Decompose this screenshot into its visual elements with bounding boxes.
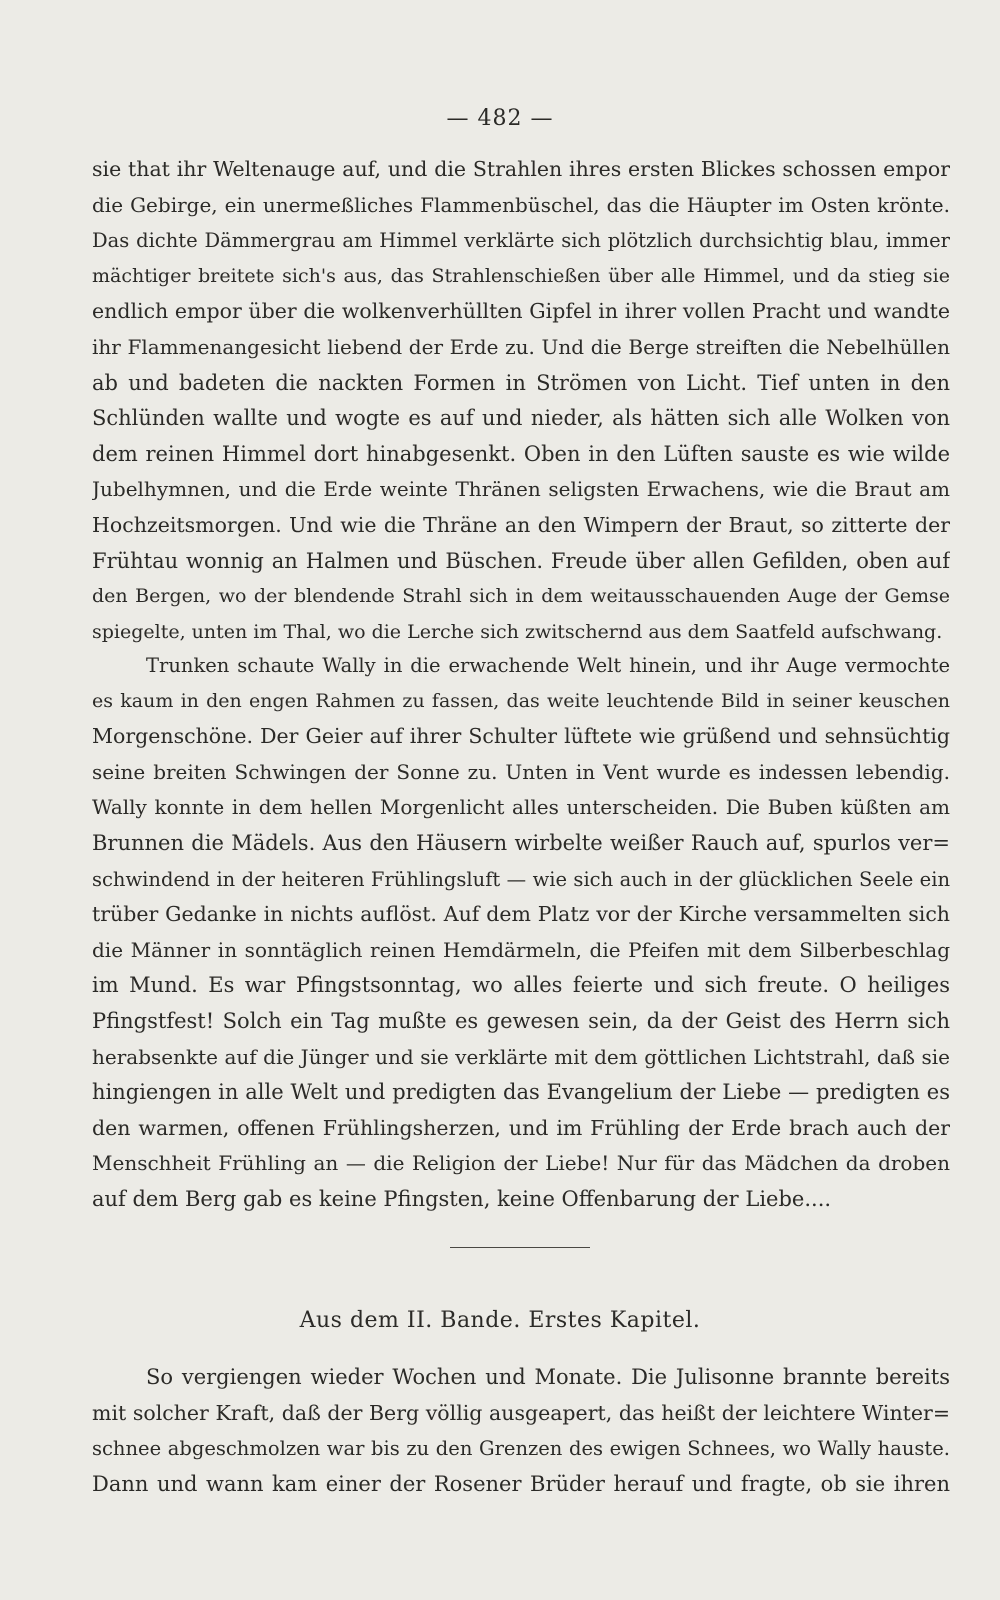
text-line: Menschheit Frühling an — die Religion der Liebe! Nur für das Mädchen da droben	[92, 1151, 950, 1176]
text-line: Das dichte Dämmergrau am Himmel verklärte sich plötzlich durchsichtig blau, immer	[92, 229, 950, 253]
text-line: den warmen, offenen Frühlingsherzen, und im Frühling der Erde brach auch der	[92, 1115, 950, 1140]
text-line: schwindend in der heiteren Frühlingsluft — wie sich auch in der glücklichen Seele ein	[92, 867, 950, 891]
text-line: Schlünden wallte und wogte es auf und nieder, als hätten sich alle Wolken von	[92, 406, 950, 431]
text-line: trüber Gedanke in nichts auflöst. Auf dem Platz vor der Kirche versammelten sich	[92, 902, 950, 927]
text-line: ab und badeten die nackten Formen in Strömen von Licht. Tief unten in den	[92, 370, 950, 395]
text-line: den Bergen, wo der blendende Strahl sich in dem weitausschauenden Auge der Gemse	[92, 585, 950, 608]
text-line: Pfingstfest! Solch ein Tag mußte es gewesen sein, da der Geist des Herrn sich	[92, 1008, 950, 1033]
text-line: Brunnen die Mädels. Aus den Häusern wirbelte weißer Rauch auf, spurlos ver=	[92, 830, 950, 855]
text-line: die Gebirge, ein unermeßliches Flammenbüschel, das die Häupter im Osten krönte.	[92, 192, 950, 217]
paragraph-2	[92, 648, 950, 1218]
text-line: ihr Flammenangesicht liebend der Erde zu. Und die Berge streiften die Nebelhüllen	[92, 334, 950, 359]
text-line: Dann und wann kam einer der Rosener Brüder herauf und fragte, ob sie ihren	[92, 1471, 950, 1496]
paragraph-1	[92, 152, 950, 650]
text-line: die Männer in sonntäglich reinen Hemdärmeln, die Pfeifen mit dem Silberbeschlag	[92, 937, 950, 962]
text-line: spiegelte, unten im Thal, wo die Lerche sich zwitschernd aus dem Saatfeld aufschwang.	[92, 620, 943, 643]
text-line: auf dem Berg gab es keine Pfingsten, keine Offenbarung der Liebe....	[92, 1186, 832, 1211]
text-line: seine breiten Schwingen der Sonne zu. Unten in Vent wurde es indessen lebendig.	[92, 759, 950, 784]
text-line: im Mund. Es war Pfingstsonntag, wo alles feierte und sich freute. O heiliges	[92, 973, 950, 998]
paragraph-3	[92, 1360, 950, 1502]
text-line: herabsenkte auf die Jünger und sie verklärte mit dem göttlichen Lichtstrahl, daß sie	[92, 1044, 950, 1069]
section-divider	[450, 1247, 590, 1248]
text-line: Hochzeitsmorgen. Und wie die Thräne an den Wimpern der Braut, so zitterte der	[92, 512, 950, 537]
text-line: mit solcher Kraft, daß der Berg völlig ausgeapert, das heißt der leichtere Winter=	[92, 1400, 950, 1425]
chapter-heading: Aus dem II. Bande. Erstes Kapitel.	[299, 1308, 701, 1333]
text-line: mächtiger breitete sich's aus, das Strahlenschießen über alle Himmel, und da stieg sie	[92, 264, 950, 287]
text-line: endlich empor über die wolkenverhüllten Gipfel in ihrer vollen Pracht und wandte	[92, 299, 950, 324]
text-line: schnee abgeschmolzen war bis zu den Grenzen des ewigen Schnees, wo Wally hauste.	[92, 1437, 950, 1461]
text-line: hingiengen in alle Welt und predigten das Evangelium der Liebe — predigten es	[92, 1080, 950, 1105]
text-line: dem reinen Himmel dort hinabgesenkt. Oben in den Lüften sauste es wie wilde	[92, 441, 950, 466]
text-line: Morgenschöne. Der Geier auf ihrer Schulter lüftete wie grüßend und sehnsüchtig	[92, 724, 950, 749]
text-line: sie that ihr Weltenauge auf, und die Strahlen ihres ersten Blickes schossen empor	[92, 157, 950, 181]
text-line: Wally konnte in dem hellen Morgenlicht alles unterscheiden. Die Buben küßten am	[92, 795, 950, 820]
text-line: es kaum in den engen Rahmen zu fassen, das weite leuchtende Bild in seiner keuschen	[92, 689, 950, 712]
text-line: So vergiengen wieder Wochen und Monate. Die Julisonne brannte bereits	[146, 1365, 950, 1389]
text-line: Frühtau wonnig an Halmen und Büschen. Freude über allen Gefilden, oben auf	[92, 548, 950, 573]
text-line: Trunken schaute Wally in die erwachende Welt hinein, und ihr Auge vermochte	[146, 654, 950, 677]
page-number: — 482 —	[446, 106, 554, 131]
text-line: Jubelhymnen, und die Erde weinte Thränen seligsten Erwachens, wie die Braut am	[92, 477, 950, 502]
